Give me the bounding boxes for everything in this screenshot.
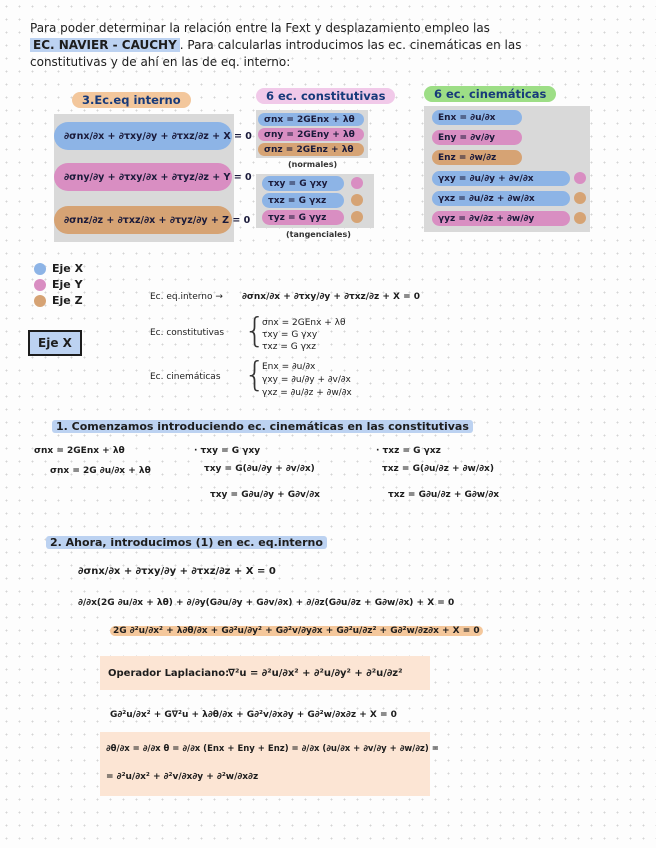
brown-dot	[351, 211, 363, 223]
legend-eje-x: Eje X	[52, 262, 84, 275]
navier-cauchy-highlight: EC. NAVIER - CAUCHY	[30, 38, 180, 52]
theta-derivation-box	[100, 732, 430, 796]
normales-caption: (normales)	[288, 160, 338, 169]
summary-eq-expr: ∂σnx/∂x + ∂τxy/∂y + ∂τxz/∂z + X = 0	[242, 292, 421, 302]
const-normal-z: σnz = 2GEnz + λθ	[258, 143, 364, 156]
brown-dot	[574, 212, 586, 224]
laplacian-expr: ∇²u = ∂²u/∂x² + ∂²u/∂y² + ∂²u/∂z²	[228, 668, 403, 679]
const-normal-x: σnx = 2GEnx + λθ	[258, 113, 364, 126]
summary-cin-line: γxy = ∂u/∂y + ∂v/∂x	[262, 375, 351, 385]
cinematicas-title: 6 ec. cinemáticas	[424, 86, 556, 102]
cin-row-enz: Enz = ∂w/∂z	[432, 150, 522, 165]
legend-blue-dot	[34, 263, 46, 275]
summary-cin-line: γxz = ∂u/∂z + ∂w/∂x	[262, 388, 352, 398]
summary-const-line: τxy = G γxy	[262, 330, 318, 340]
cin-row-gxy: γxy = ∂u/∂y + ∂v/∂x	[432, 171, 570, 186]
laplacian-label: Operador Laplaciano:	[108, 668, 230, 679]
cin-row-enx: Enx = ∂u/∂x	[432, 110, 522, 125]
summary-const-line: τxz = G γxz	[262, 342, 316, 352]
intro-line-3: constitutivas y de ahí en las de eq. interno:	[30, 55, 291, 69]
step2-line: ∂σnx/∂x + ∂τxy/∂y + ∂τxz/∂z + X = 0	[78, 566, 276, 577]
step1-col3-line: · τxz = G γxz	[376, 446, 441, 456]
intro-line-2: EC. NAVIER - CAUCHY . Para calcularlas introducimos las ec. cinemáticas en las	[30, 37, 620, 54]
legend-pink-dot	[34, 279, 46, 291]
intro-paragraph	[30, 20, 620, 71]
legend-eje-z: Eje Z	[52, 294, 83, 307]
eje-x-box: Eje X	[28, 330, 82, 356]
final-line: G∂²u/∂x² + G∇²u + λ∂θ/∂x + G∂²v/∂x∂y + G∂²w/∂x∂z + X = 0	[110, 710, 397, 720]
step1-col1-line: σnx = 2GEnx + λθ	[34, 446, 125, 456]
step1-title: 1. Comenzamos introduciendo ec. cinemáticas en las constitutivas	[52, 420, 473, 433]
legend-brown-dot	[34, 295, 46, 307]
const-normal-y: σny = 2GEny + λθ	[258, 128, 364, 141]
pink-dot	[351, 177, 363, 189]
intro-line-1: Para poder determinar la relación entre la Fext y desplazamiento empleo las	[30, 21, 490, 35]
step2-line: 2G ∂²u/∂x² + λ∂θ/∂x + G∂²u/∂y² + G∂²v/∂y∂x + G∂²u/∂z² + G∂²w/∂z∂x + X = 0	[110, 626, 483, 636]
const-tang-yz: τyz = G γyz	[262, 210, 344, 225]
step2-line: ∂/∂x(2G ∂u/∂x + λθ) + ∂/∂y(G∂u/∂y + G∂v/∂x) + ∂/∂z(G∂u/∂z + G∂w/∂x) + X = 0	[78, 598, 455, 608]
step1-col2-line: · τxy = G γxy	[194, 446, 261, 456]
summary-const-label: Ec. constitutivas	[150, 328, 225, 338]
equilibrio-row-y: ∂σny/∂y + ∂τxy/∂x + ∂τyz/∂z + Y = 0	[54, 163, 232, 191]
step2-title: 2. Ahora, introducimos (1) en ec. eq.interno	[46, 536, 327, 549]
step1-col3-line: τxz = G(∂u/∂z + ∂w/∂x)	[382, 464, 494, 474]
brace-icon: {	[244, 355, 266, 395]
cin-row-eny: Eny = ∂v/∂y	[432, 130, 522, 145]
equilibrio-row-z: ∂σnz/∂z + ∂τxz/∂x + ∂τyz/∂y + Z = 0	[54, 206, 232, 234]
step1-col2-line: τxy = G(∂u/∂y + ∂v/∂x)	[204, 464, 315, 474]
brown-dot	[574, 192, 586, 204]
equilibrio-row-x: ∂σnx/∂x + ∂τxy/∂y + ∂τxz/∂z + X = 0	[54, 122, 232, 150]
summary-cin-line: Enx = ∂u/∂x	[262, 362, 316, 372]
cin-row-gxz: γxz = ∂u/∂z + ∂w/∂x	[432, 191, 570, 206]
step1-col2-line: τxy = G∂u/∂y + G∂v/∂x	[210, 490, 320, 500]
brown-dot	[351, 194, 363, 206]
final-line: = ∂²u/∂x² + ∂²v/∂x∂y + ∂²w/∂x∂z	[106, 772, 259, 782]
pink-dot	[574, 172, 586, 184]
step1-col1-line: σnx = 2G ∂u/∂x + λθ	[50, 466, 151, 476]
tangenciales-caption: (tangenciales)	[286, 230, 351, 239]
summary-eq-label: Ec. eq.interno →	[150, 292, 223, 302]
summary-cin-label: Ec. cinemáticas	[150, 372, 221, 382]
cin-row-gyz: γyz = ∂v/∂z + ∂w/∂y	[432, 211, 570, 226]
const-tang-xy: τxy = G γxy	[262, 176, 344, 191]
constitutivas-title: 6 ec. constitutivas	[256, 88, 395, 104]
brace-icon: {	[244, 311, 266, 351]
equilibrio-title: 3.Ec.eq interno	[72, 92, 191, 108]
summary-const-line: σnx = 2GEnx + λθ	[262, 318, 346, 328]
legend-eje-y: Eje Y	[52, 278, 83, 291]
const-tang-xz: τxz = G γxz	[262, 193, 344, 208]
step1-col3-line: τxz = G∂u/∂z + G∂w/∂x	[388, 490, 500, 500]
final-line: ∂θ/∂x = ∂/∂x θ = ∂/∂x (Enx + Eny + Enz) = ∂/∂x (∂u/∂x + ∂v/∂y + ∂w/∂z) =	[106, 744, 439, 754]
